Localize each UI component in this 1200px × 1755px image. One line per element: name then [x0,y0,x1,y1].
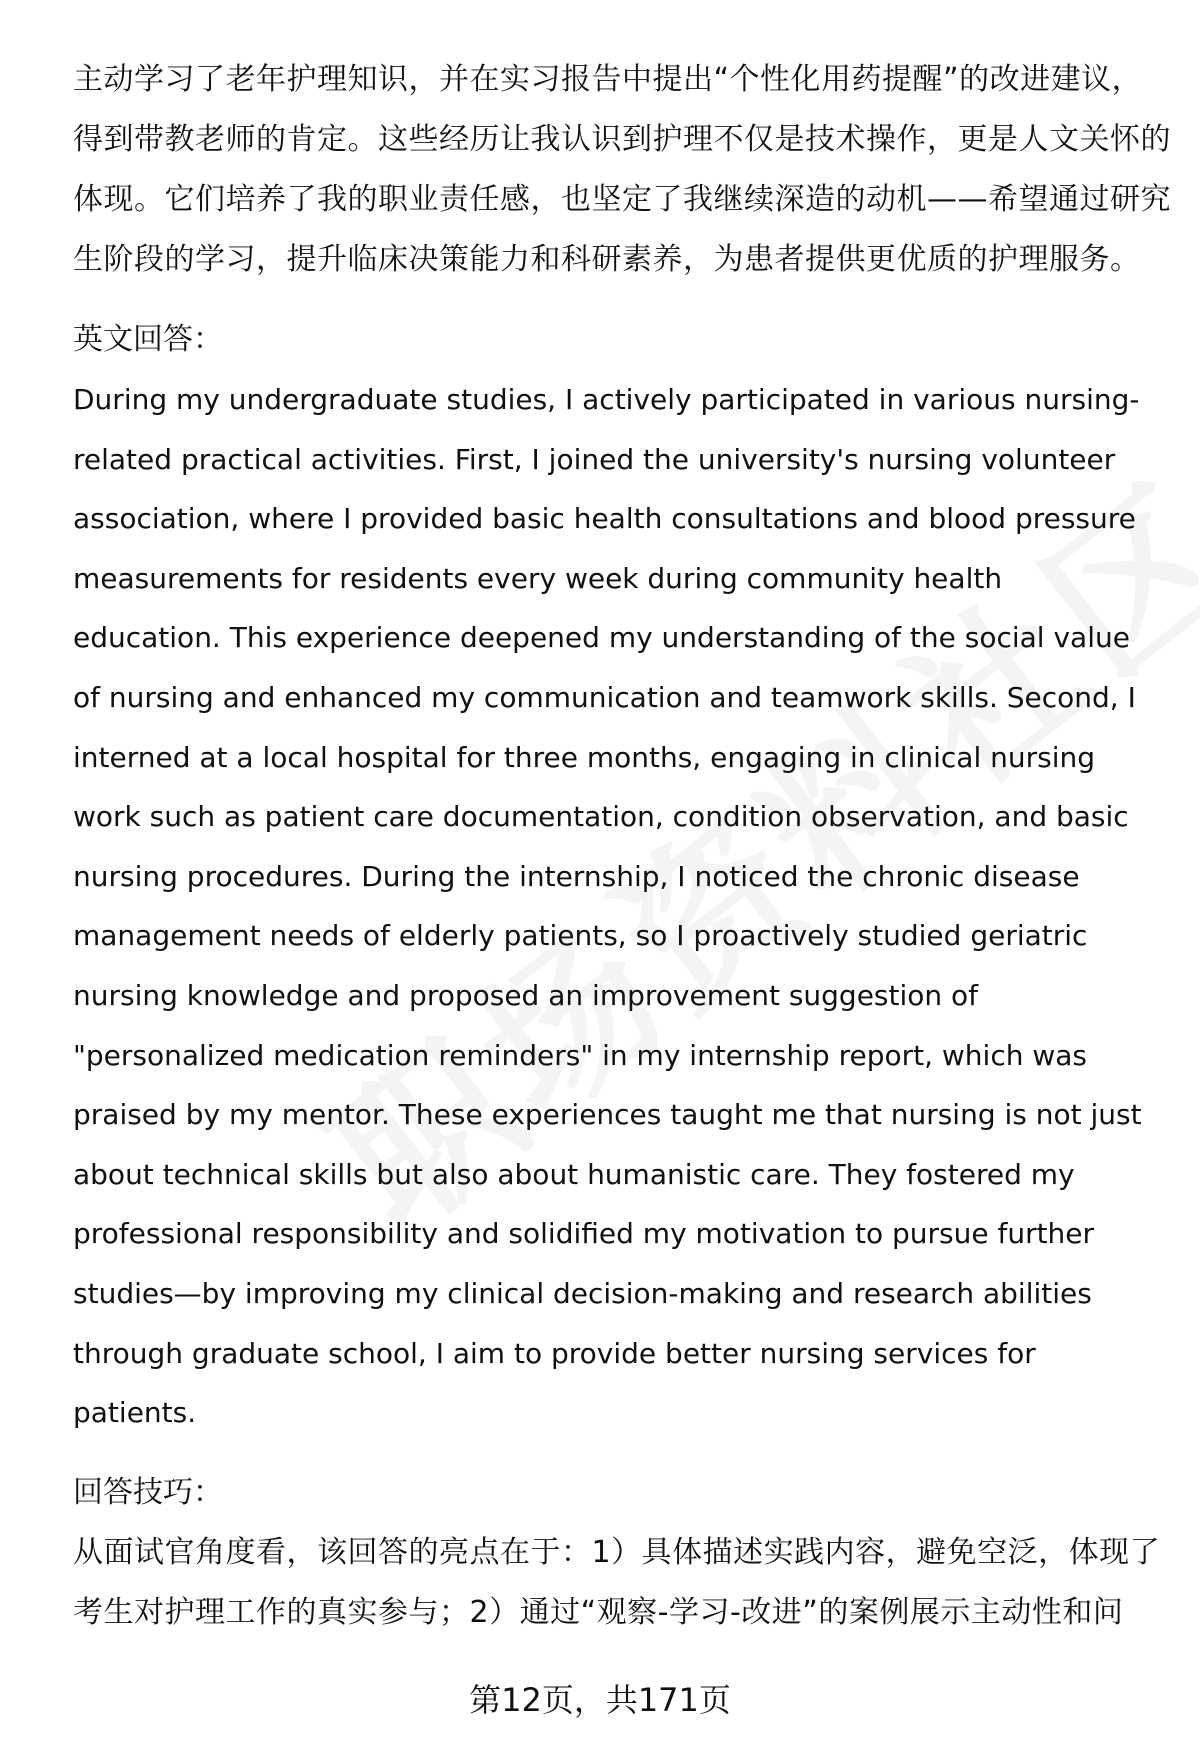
intro-line: 主动学习了老年护理知识，并在实习报告中提出“个性化用药提醒”的改进建议， [73,62,1143,97]
answer-tips-paragraph [73,1523,1161,1643]
english-answer-paragraph [73,370,1148,1443]
answer-tips-label: 回答技巧： [73,1474,223,1510]
page-number-footer: 第12页，共171页 [469,1681,731,1719]
english-line: interned at a local hospital for three months, engaging in clinical nursing [73,740,1096,774]
document-page [73,50,1171,1643]
intro-paragraph [73,50,1171,290]
english-line: "personalized medication reminders" in my internship report, which was [73,1038,1088,1072]
english-answer-label: 英文回答： [73,322,223,357]
english-line: During my undergraduate studies, I actively participated in various nursing- [73,383,1140,416]
english-line: praised by my mentor. These experiences taught me that nursing is not just [73,1098,1142,1132]
english-line: about technical skills but also about humanistic care. They fostered my [73,1157,1075,1191]
english-line: nursing procedures. During the internship, I noticed the chronic disease [73,859,1080,893]
english-line: education. This experience deepened my understanding of the social value [73,621,1130,655]
english-line: measurements for residents every week during community health [73,561,1003,595]
intro-line: 体现。它们培养了我的职业责任感，也坚定了我继续深造的动机——希望通过研究 [73,182,1171,217]
english-line: work such as patient care documentation, condition observation, and basic [73,800,1129,834]
english-line: management needs of elderly patients, so I proactively studied geriatric [73,919,1088,953]
english-line: studies—by improving my clinical decision-making and research abilities [73,1276,1092,1310]
english-line: association, where I provided basic health consultations and blood pressure [73,502,1136,536]
tips-line: 考生对护理工作的真实参与；2）通过“观察-学习-改进”的案例展示主动性和问 [73,1594,1124,1630]
english-line: of nursing and enhanced my communication and teamwork skills. Second, I [73,680,1136,714]
english-line: professional responsibility and solidified my motivation to pursue further [73,1217,1095,1251]
tips-line: 从面试官角度看，该回答的亮点在于：1）具体描述实践内容，避免空泛，体现了 [73,1534,1161,1570]
intro-line: 生阶段的学习，提升临床决策能力和科研素养，为患者提供更优质的护理服务。 [73,242,1141,277]
english-line: related practical activities. First, I joined the university's nursing volunteer [73,442,1116,476]
english-line: patients. [73,1396,197,1430]
intro-line: 得到带教老师的肯定。这些经历让我认识到护理不仅是技术操作，更是人文关怀的 [73,122,1171,157]
english-line: nursing knowledge and proposed an improvement suggestion of [73,978,979,1012]
english-line: through graduate school, I aim to provide better nursing services for [73,1336,1036,1370]
